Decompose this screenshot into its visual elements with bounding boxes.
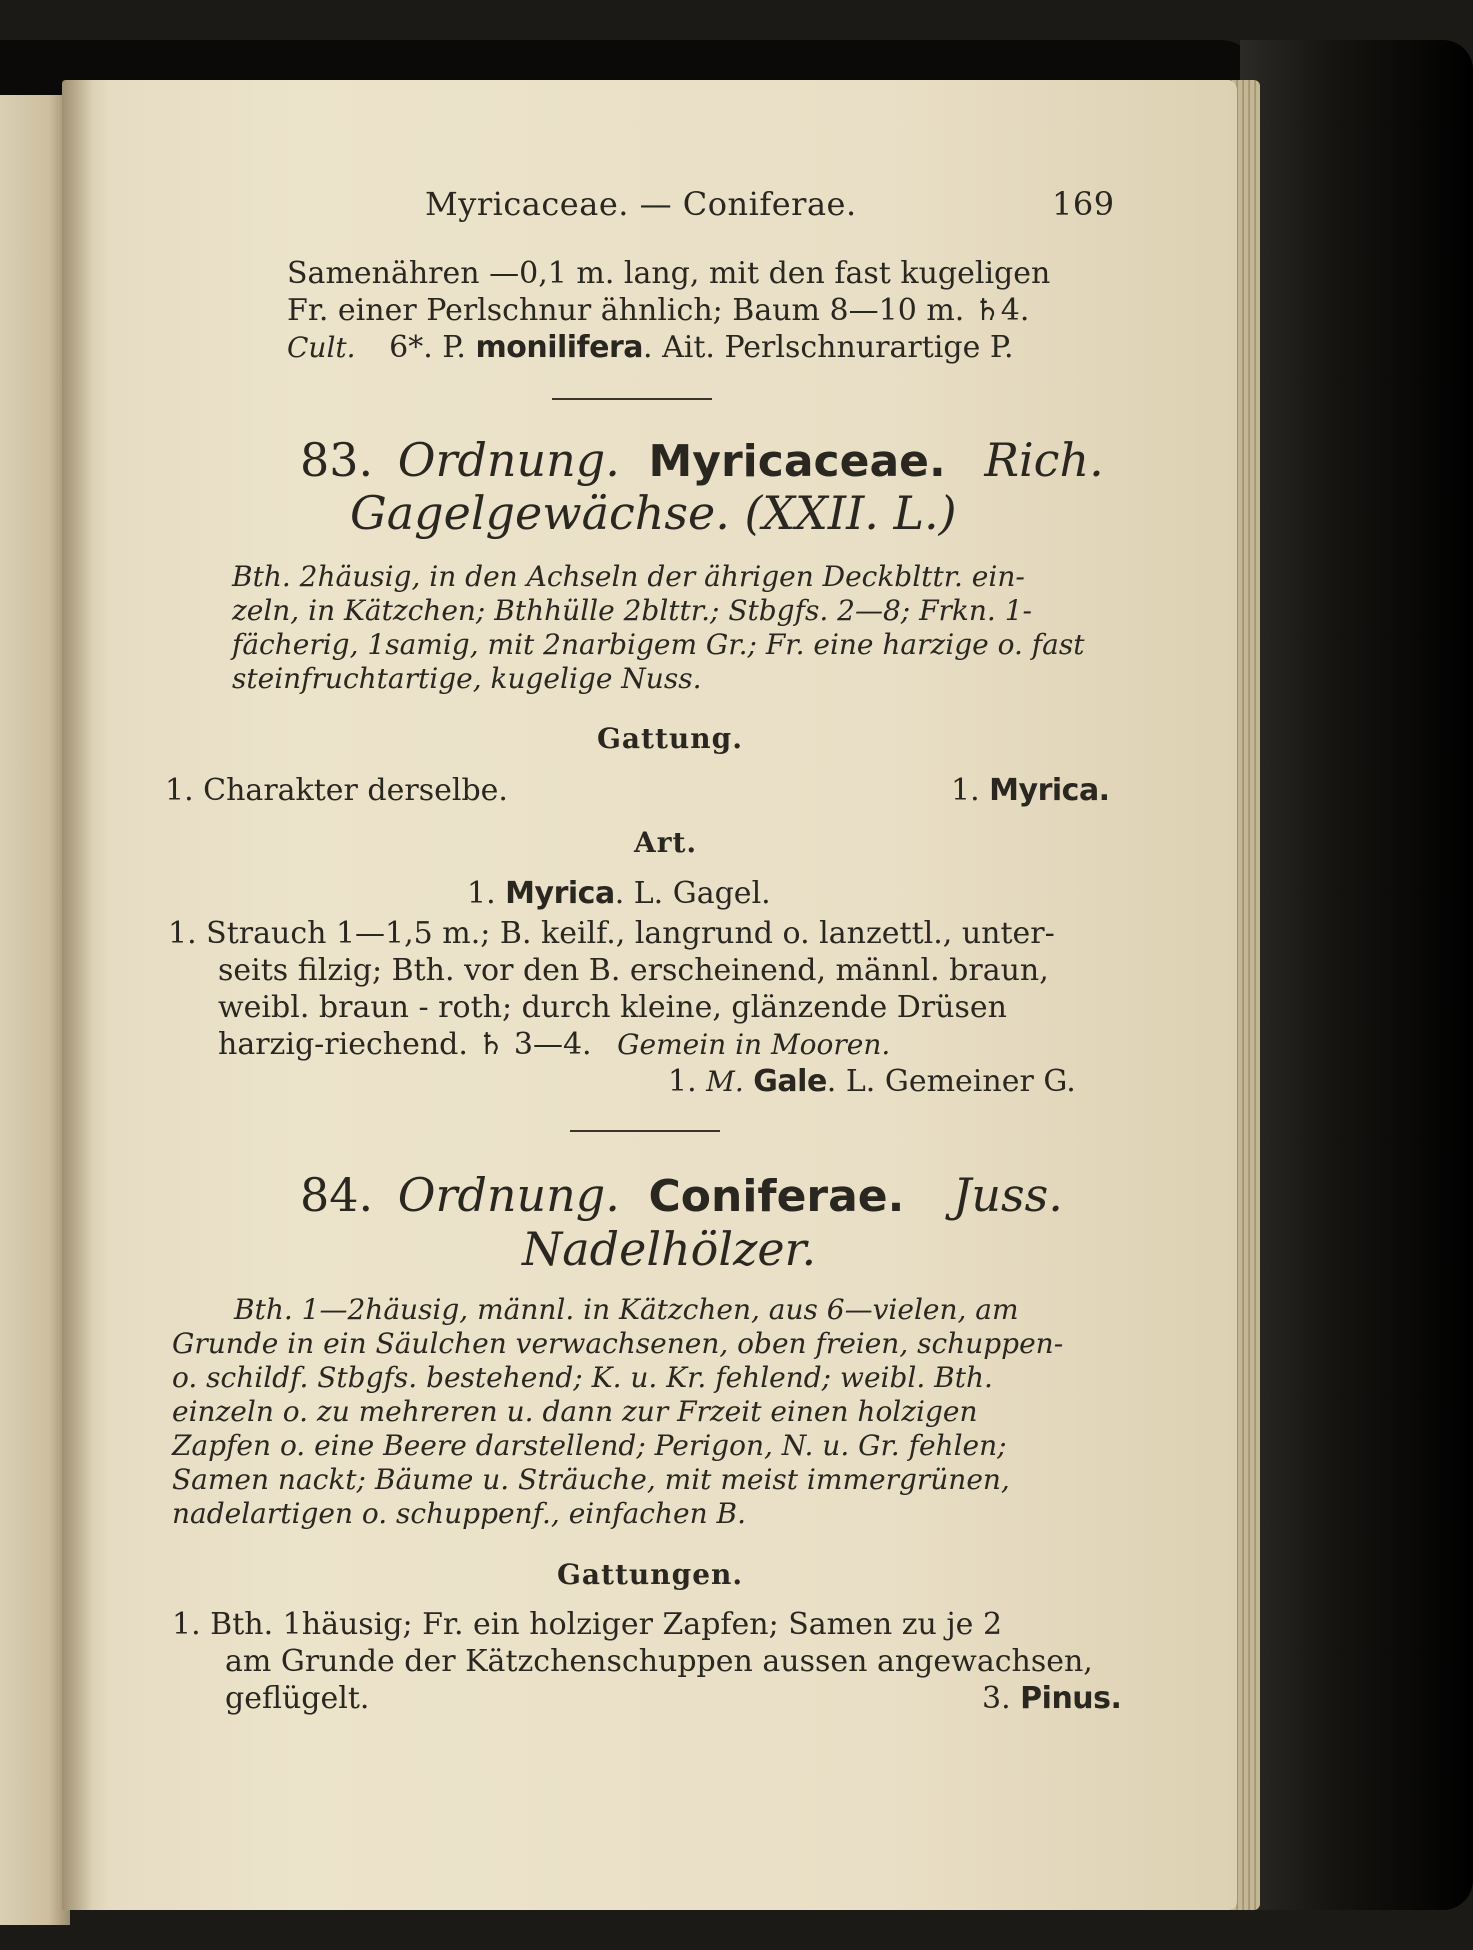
order-author: Rich.	[984, 433, 1104, 487]
description-line: nadelartigen o. schuppenf., einfachen B.	[172, 1497, 746, 1530]
order-german-name: Gagelgewächse. (XXII. L.)	[350, 486, 957, 540]
genera-line: 1. Bth. 1häusig; Fr. ein holziger Zapfen; Samen zu je 2	[172, 1607, 1003, 1642]
art-heading: Art.	[634, 826, 698, 859]
description-line: steinfruchtartige, kugelige Nuss.	[232, 662, 702, 695]
genus-key-line: 1. Charakter derselbe.	[165, 773, 508, 808]
genus-heading: Gattung.	[597, 722, 743, 755]
order-label: Ordnung.	[397, 1168, 620, 1222]
description-line: einzeln o. zu mehreren u. dann zur Frzeit einen holzigen	[172, 1395, 978, 1428]
section-divider	[552, 398, 712, 400]
species-entry	[668, 1063, 1076, 1100]
order-heading	[300, 433, 1104, 487]
genus-number: 1.	[951, 773, 980, 808]
species-genus: Myrica	[505, 876, 615, 911]
genus-result	[982, 1680, 1121, 1717]
description-line: Bth. 1—2häusig, männl. in Kätzchen, aus 6—vielen, am	[234, 1293, 1019, 1326]
description-line: Samen nackt; Bäume u. Sträuche, mit meist immergrünen,	[172, 1463, 1010, 1496]
species-line: weibl. braun - roth; durch kleine, glänzende Drüsen	[218, 990, 1007, 1025]
species-line	[218, 1026, 890, 1063]
cultivated-abbr: Cult.	[287, 331, 356, 364]
order-name: Coniferae.	[648, 1171, 905, 1222]
description-line: o. schildf. Stbgfs. bestehend; K. u. Kr. fehlend; weibl. Bth.	[172, 1361, 993, 1394]
description-line: fächerig, 1samig, mit 2narbigem Gr.; Fr. eine harzige o. fast	[232, 628, 1085, 661]
genus-name: Myrica.	[989, 773, 1110, 808]
description-line: Zapfen o. eine Beere darstellend; Perigon, N. u. Gr. fehlen;	[172, 1429, 1007, 1462]
book-cover-edge	[1240, 40, 1473, 1910]
page-gutter-shadow	[62, 80, 92, 1910]
species-ref: 6*. P.	[389, 330, 466, 365]
species-entry-rest: . L. Gemeiner G.	[826, 1064, 1076, 1099]
running-header: Myricaceae. — Coniferae.	[425, 185, 857, 223]
order-name: Myricaceae.	[648, 436, 946, 487]
section-divider	[570, 1130, 720, 1132]
species-entry-genus: M.	[706, 1065, 744, 1098]
genus-result	[951, 772, 1110, 809]
order-number: 83.	[300, 433, 374, 487]
species-habit: harzig-riechend. ♄ 3—4.	[218, 1027, 592, 1062]
order-description	[232, 560, 1112, 696]
description-line: Bth. 2häusig, in den Achseln der ährigen Deckblttr. ein-	[232, 560, 1025, 593]
text-line: Samenähren —0,1 m. lang, mit den fast kugeligen	[287, 256, 1051, 291]
species-common: . L. Gagel.	[614, 876, 771, 911]
description-line: Grunde in ein Säulchen verwachsenen, oben freien, schuppen-	[172, 1327, 1064, 1360]
order-number: 84.	[300, 1168, 374, 1222]
species-habitat: Gemein in Mooren.	[617, 1028, 891, 1061]
species-author: . Ait. Perlschnurartige P.	[643, 330, 1014, 365]
description-line: zeln, in Kätzchen; Bthhülle 2blttr.; Stbgfs. 2—8; Frkn. 1-	[232, 594, 1032, 627]
genus-number: 3.	[982, 1681, 1011, 1716]
text-line	[287, 329, 1014, 366]
genera-line: am Grunde der Kätzchenschuppen aussen angewachsen,	[225, 1644, 1093, 1679]
species-entry-number: 1.	[668, 1064, 697, 1099]
order-heading	[300, 1168, 1063, 1222]
order-german-name: Nadelhölzer.	[522, 1222, 817, 1276]
text-line: Fr. einer Perlschnur ähnlich; Baum 8—10 m. ♄4.	[287, 293, 1030, 328]
order-label: Ordnung.	[397, 433, 620, 487]
order-author: Juss.	[952, 1168, 1063, 1222]
species-number: 1.	[467, 876, 496, 911]
genus-name: Pinus.	[1020, 1681, 1122, 1716]
order-description	[172, 1293, 1117, 1531]
species-line: 1. Strauch 1—1,5 m.; B. keilf., langrund o. lanzettl., unter-	[168, 916, 1055, 951]
page-number: 169	[1052, 185, 1115, 223]
species-line: seits filzig; Bth. vor den B. erscheinend, männl. braun,	[218, 953, 1049, 988]
species-title	[467, 875, 771, 912]
species-name: monilifera	[475, 330, 643, 365]
genera-line-last: geflügelt.	[225, 1681, 370, 1716]
species-entry-name: Gale	[753, 1064, 827, 1099]
facing-page-edge	[0, 95, 70, 1925]
genera-heading: Gattungen.	[557, 1558, 744, 1591]
